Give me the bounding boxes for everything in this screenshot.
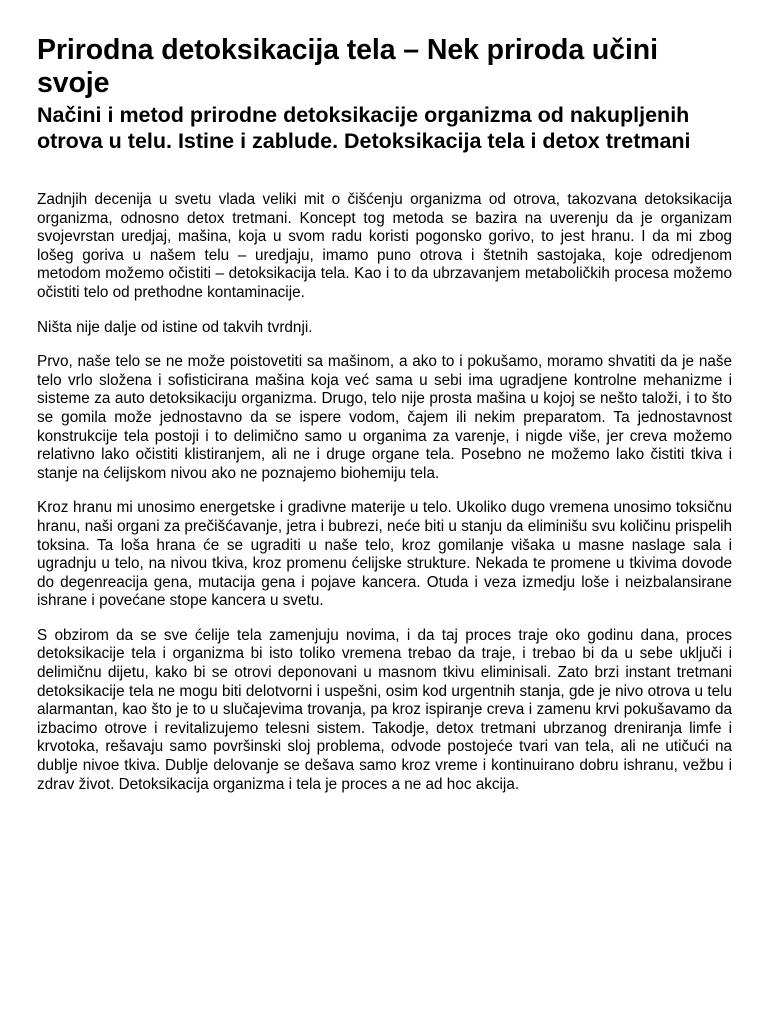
document-page bbox=[37, 34, 732, 810]
paragraph-5: S obzirom da se sve ćelije tela zamenjuju novima, i da taj proces traje oko godinu dana, proces detoksikacije tela i organizma bi isto toliko vremena trebao da traje, i trebao bi da u sebe uključi i delimičnu dijetu, kako bi se otrovi deponovani u masnom tkivu eliminisali. Zato brzi instant tretmani detoksikacije tela ne mogu biti delotvorni i uspešni, osim kod urgentnih stanja, gde je nivo otrova u telu alarmantan, kao što je to u slučajevima trovanja, pa kroz ispiranje creva i zamenu krvi pokušavamo da izbacimo otrove i revitalizujemo telesni sistem. Takodje, detox tretmani ubrzanog dreniranja limfe i krvotoka, rešavaju samo površinski sloj problema, odvode postojeće tvari van tela, ali ne utičući na dublje nivoe tkiva. Dublje delovanje se dešava samo kroz vreme i kontinuirano dobru ishranu, vežbu i zdrav život. Detoksikacija organizma i tela je proces a ne ad hoc akcija. bbox=[37, 626, 732, 793]
document-body bbox=[37, 191, 732, 794]
paragraph-2: Ništa nije dalje od istine od takvih tvrdnji. bbox=[37, 318, 313, 336]
document-title: Prirodna detoksikacija tela – Nek priroda učini svoje bbox=[37, 34, 658, 99]
paragraph-3: Prvo, naše telo se ne može poistovetiti sa mašinom, a ako to i pokušamo, moramo shvatiti da je naše telo vrlo složena i sofisticirana mašina koja već sama u sebi ima ugradjene kontrolne mehanizme i sisteme za auto detoksikaciju organizma. Drugo, telo nije prosta mašina u kojoj se nešto taloži, i to što se gomila može jednostavno da se ispere vodom, čajem ili nekim preparatom. Ta jednostavnost konstrukcije tela postoji i to delimično samo u organima za varenje, i nigde više, jer creva možemo relativno lako očistiti klistiranjem, ali ne i druge organe tela. Posebno ne možemo lako čistiti tkiva i stanje na ćelijskom nivou ako ne poznajemo biohemiju tela. bbox=[37, 353, 732, 482]
document-subtitle: Načini i metod prirodne detoksikacije organizma od nakupljenih otrova u telu. Istine i zablude. Detoksikacija tela i detox tretmani bbox=[37, 103, 691, 153]
paragraph-1: Zadnjih decenija u svetu vlada veliki mit o čišćenju organizma od otrova, takozvana detoksikacija organizma, odnosno detox tretmani. Koncept tog metoda se bazira na uverenju da je organizam svojevrstan uredjaj, mašina, koja u svom radu koristi pogonsko gorivo, to jest hranu. I da mi zbog lošeg goriva u našem telu – uredjaju, imamo puno otrova i štetnih sastojaka, koje odredjenom metodom možemo očistiti – detoksikacija tela. Kao i to da ubrzavanjem metaboličkih procesa možemo očistiti telo od prethodne kontaminacije. bbox=[37, 191, 732, 301]
paragraph-4: Kroz hranu mi unosimo energetske i gradivne materije u telo. Ukoliko dugo vremena unosimo toksičnu hranu, naši organi za prečišćavanje, jetra i bubrezi, neće biti u stanju da eliminišu svu količinu prispelih toksina. Ta loša hrana će se ugraditi u naše telo, kroz gomilanje višaka u masne naslage sala i ugradnju u telo, na nivou tkiva, kroz promenu ćelijske strukture. Nekada te promene u tkivima dovode do degenreacija gena, mutacija gena i pojave kancera. Otuda i veza izmedju loše i neizbalansirane ishrane i povećane stope kancera u svetu. bbox=[37, 499, 732, 610]
